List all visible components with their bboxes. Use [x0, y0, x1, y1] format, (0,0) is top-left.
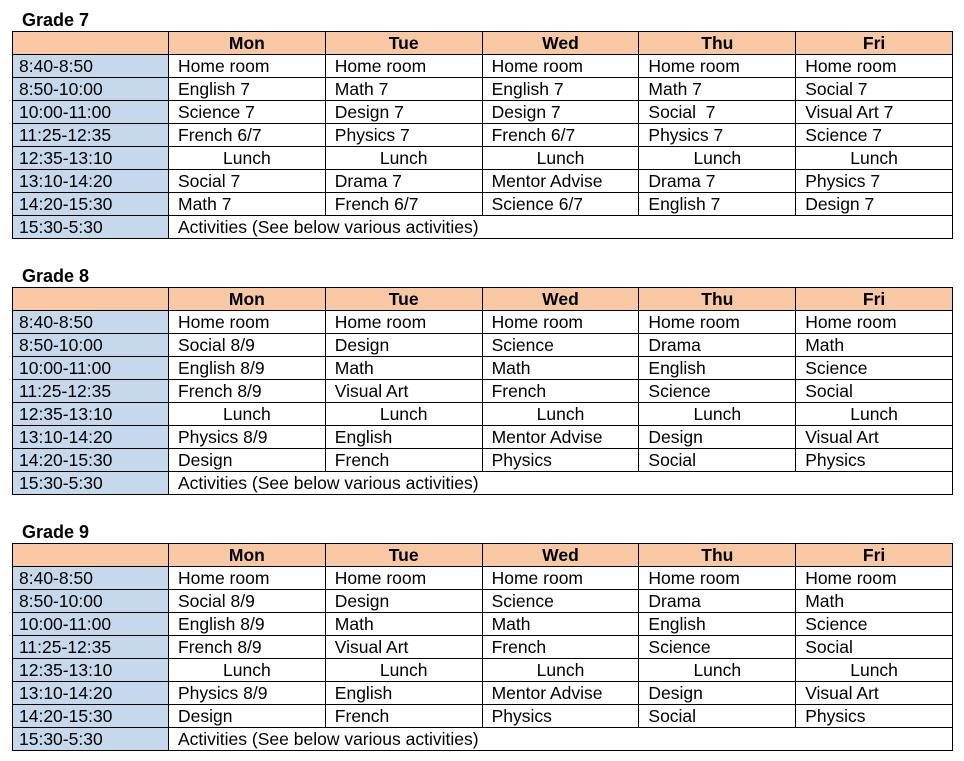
class-cell: Math 7 — [169, 193, 326, 216]
class-cell: French — [482, 380, 639, 403]
class-cell: Math — [796, 334, 953, 357]
grade-title: Grade 8 — [22, 266, 90, 286]
day-header: Fri — [796, 544, 953, 567]
time-cell: 15:30-5:30 — [13, 472, 169, 495]
lunch-cell: Lunch — [482, 147, 639, 170]
class-cell: Home room — [482, 567, 639, 590]
table-row — [13, 78, 953, 101]
day-header: Thu — [639, 32, 796, 55]
lunch-cell: Lunch — [169, 147, 326, 170]
time-cell: 11:25-12:35 — [13, 636, 169, 659]
class-cell: Mentor Advise — [482, 682, 639, 705]
lunch-row — [13, 147, 953, 170]
class-cell: English — [639, 357, 796, 380]
activities-row — [13, 216, 953, 239]
class-cell: English — [639, 613, 796, 636]
grade-title: Grade 9 — [22, 522, 90, 542]
day-header: Tue — [325, 32, 482, 55]
time-cell: 14:20-15:30 — [13, 449, 169, 472]
class-cell: Design — [639, 426, 796, 449]
class-cell: Science — [639, 636, 796, 659]
lunch-cell: Lunch — [482, 403, 639, 426]
class-cell: French 6/7 — [482, 124, 639, 147]
class-cell: English 7 — [639, 193, 796, 216]
time-cell: 8:40-8:50 — [13, 311, 169, 334]
lunch-cell: Lunch — [639, 659, 796, 682]
class-cell: French — [325, 705, 482, 728]
class-cell: Physics 7 — [796, 170, 953, 193]
class-cell: Home room — [325, 567, 482, 590]
table-row — [13, 170, 953, 193]
class-cell: Science — [482, 590, 639, 613]
class-cell: French 6/7 — [169, 124, 326, 147]
activities-row — [13, 728, 953, 751]
class-cell: Drama 7 — [639, 170, 796, 193]
class-cell: Visual Art 7 — [796, 101, 953, 124]
lunch-row — [13, 403, 953, 426]
day-header: Tue — [325, 288, 482, 311]
class-cell: Visual Art — [796, 426, 953, 449]
class-cell: Math 7 — [325, 78, 482, 101]
lunch-cell: Lunch — [796, 403, 953, 426]
class-cell: Social 7 — [639, 101, 796, 124]
class-cell: Social 8/9 — [169, 590, 326, 613]
class-cell: Design — [325, 590, 482, 613]
class-cell: Home room — [325, 311, 482, 334]
day-header: Tue — [325, 544, 482, 567]
class-cell: Physics 7 — [639, 124, 796, 147]
class-cell: Science — [796, 613, 953, 636]
time-cell: 8:40-8:50 — [13, 567, 169, 590]
activities-cell: Activities (See below various activities) — [169, 216, 953, 239]
table-row — [13, 449, 953, 472]
class-cell: Physics 7 — [325, 124, 482, 147]
class-cell: Science 7 — [169, 101, 326, 124]
lunch-cell: Lunch — [169, 403, 326, 426]
class-cell: English 8/9 — [169, 613, 326, 636]
class-cell: Home room — [482, 55, 639, 78]
class-cell: French 6/7 — [325, 193, 482, 216]
corner-cell — [13, 32, 169, 55]
class-cell: Design — [639, 682, 796, 705]
day-header: Fri — [796, 32, 953, 55]
class-cell: Math — [796, 590, 953, 613]
timetable — [12, 31, 953, 239]
timetable — [12, 543, 953, 751]
lunch-cell: Lunch — [796, 659, 953, 682]
class-cell: Physics 8/9 — [169, 682, 326, 705]
table-row — [13, 426, 953, 449]
corner-cell — [13, 544, 169, 567]
activities-row — [13, 472, 953, 495]
day-header: Wed — [482, 32, 639, 55]
grade-title: Grade 7 — [22, 10, 90, 30]
class-cell: Social — [796, 380, 953, 403]
time-cell: 8:50-10:00 — [13, 590, 169, 613]
time-cell: 8:50-10:00 — [13, 334, 169, 357]
class-cell: Visual Art — [796, 682, 953, 705]
table-row — [13, 636, 953, 659]
time-cell: 14:20-15:30 — [13, 193, 169, 216]
class-cell: English 7 — [482, 78, 639, 101]
class-cell: Drama 7 — [325, 170, 482, 193]
time-cell: 13:10-14:20 — [13, 682, 169, 705]
header-row — [13, 288, 953, 311]
class-cell: Social 7 — [796, 78, 953, 101]
lunch-row — [13, 659, 953, 682]
class-cell: French 8/9 — [169, 380, 326, 403]
corner-cell — [13, 288, 169, 311]
header-row — [13, 544, 953, 567]
class-cell: Math — [325, 613, 482, 636]
table-row — [13, 567, 953, 590]
class-cell: Social — [639, 705, 796, 728]
class-cell: Social — [639, 449, 796, 472]
class-cell: French — [325, 449, 482, 472]
class-cell: English 8/9 — [169, 357, 326, 380]
class-cell: Drama — [639, 590, 796, 613]
day-header: Mon — [169, 32, 326, 55]
time-cell: 13:10-14:20 — [13, 170, 169, 193]
lunch-cell: Lunch — [325, 659, 482, 682]
time-cell: 10:00-11:00 — [13, 613, 169, 636]
day-header: Wed — [482, 288, 639, 311]
class-cell: Home room — [482, 311, 639, 334]
class-cell: French 8/9 — [169, 636, 326, 659]
class-cell: Social 7 — [169, 170, 326, 193]
class-cell: French — [482, 636, 639, 659]
class-cell: Physics — [796, 449, 953, 472]
day-header: Fri — [796, 288, 953, 311]
class-cell: Visual Art — [325, 380, 482, 403]
time-cell: 11:25-12:35 — [13, 124, 169, 147]
class-cell: Science — [639, 380, 796, 403]
class-cell: Math — [325, 357, 482, 380]
class-cell: Science — [796, 357, 953, 380]
lunch-cell: Lunch — [639, 147, 796, 170]
class-cell: Home room — [796, 55, 953, 78]
time-cell: 15:30-5:30 — [13, 728, 169, 751]
day-header: Wed — [482, 544, 639, 567]
class-cell: English 7 — [169, 78, 326, 101]
lunch-cell: Lunch — [482, 659, 639, 682]
class-cell: Design — [169, 449, 326, 472]
class-cell: Design — [169, 705, 326, 728]
class-cell: Home room — [169, 311, 326, 334]
time-cell: 8:50-10:00 — [13, 78, 169, 101]
table-row — [13, 380, 953, 403]
class-cell: Math 7 — [639, 78, 796, 101]
table-row — [13, 124, 953, 147]
class-cell: Design 7 — [796, 193, 953, 216]
class-cell: Social 8/9 — [169, 334, 326, 357]
class-cell: Home room — [796, 567, 953, 590]
class-cell: Home room — [639, 55, 796, 78]
time-cell: 14:20-15:30 — [13, 705, 169, 728]
class-cell: Home room — [639, 567, 796, 590]
timetable — [12, 287, 953, 495]
lunch-cell: Lunch — [169, 659, 326, 682]
class-cell: Mentor Advise — [482, 426, 639, 449]
table-row — [13, 55, 953, 78]
class-cell: Physics — [482, 705, 639, 728]
class-cell: Design — [325, 334, 482, 357]
class-cell: Home room — [169, 567, 326, 590]
lunch-cell: Lunch — [325, 403, 482, 426]
time-cell: 15:30-5:30 — [13, 216, 169, 239]
class-cell: Social — [796, 636, 953, 659]
class-cell: Science — [482, 334, 639, 357]
lunch-cell: Lunch — [796, 147, 953, 170]
table-row — [13, 193, 953, 216]
class-cell: Science 6/7 — [482, 193, 639, 216]
day-header: Mon — [169, 288, 326, 311]
class-cell: Home room — [796, 311, 953, 334]
time-cell: 12:35-13:10 — [13, 659, 169, 682]
class-cell: Physics — [796, 705, 953, 728]
class-cell: Mentor Advise — [482, 170, 639, 193]
table-row — [13, 311, 953, 334]
table-row — [13, 613, 953, 636]
class-cell: Home room — [639, 311, 796, 334]
class-cell: Visual Art — [325, 636, 482, 659]
time-cell: 8:40-8:50 — [13, 55, 169, 78]
lunch-cell: Lunch — [639, 403, 796, 426]
class-cell: Science 7 — [796, 124, 953, 147]
header-row — [13, 32, 953, 55]
activities-cell: Activities (See below various activities) — [169, 728, 953, 751]
class-cell: Math — [482, 613, 639, 636]
class-cell: English — [325, 682, 482, 705]
lunch-cell: Lunch — [325, 147, 482, 170]
table-row — [13, 682, 953, 705]
class-cell: Drama — [639, 334, 796, 357]
time-cell: 13:10-14:20 — [13, 426, 169, 449]
time-cell: 10:00-11:00 — [13, 357, 169, 380]
class-cell: Home room — [169, 55, 326, 78]
class-cell: English — [325, 426, 482, 449]
table-row — [13, 590, 953, 613]
table-row — [13, 101, 953, 124]
table-row — [13, 357, 953, 380]
time-cell: 12:35-13:10 — [13, 403, 169, 426]
table-row — [13, 705, 953, 728]
class-cell: Design 7 — [482, 101, 639, 124]
day-header: Mon — [169, 544, 326, 567]
day-header: Thu — [639, 544, 796, 567]
time-cell: 12:35-13:10 — [13, 147, 169, 170]
table-row — [13, 334, 953, 357]
time-cell: 10:00-11:00 — [13, 101, 169, 124]
class-cell: Home room — [325, 55, 482, 78]
activities-cell: Activities (See below various activities) — [169, 472, 953, 495]
class-cell: Physics — [482, 449, 639, 472]
class-cell: Design 7 — [325, 101, 482, 124]
class-cell: Physics 8/9 — [169, 426, 326, 449]
day-header: Thu — [639, 288, 796, 311]
class-cell: Math — [482, 357, 639, 380]
time-cell: 11:25-12:35 — [13, 380, 169, 403]
